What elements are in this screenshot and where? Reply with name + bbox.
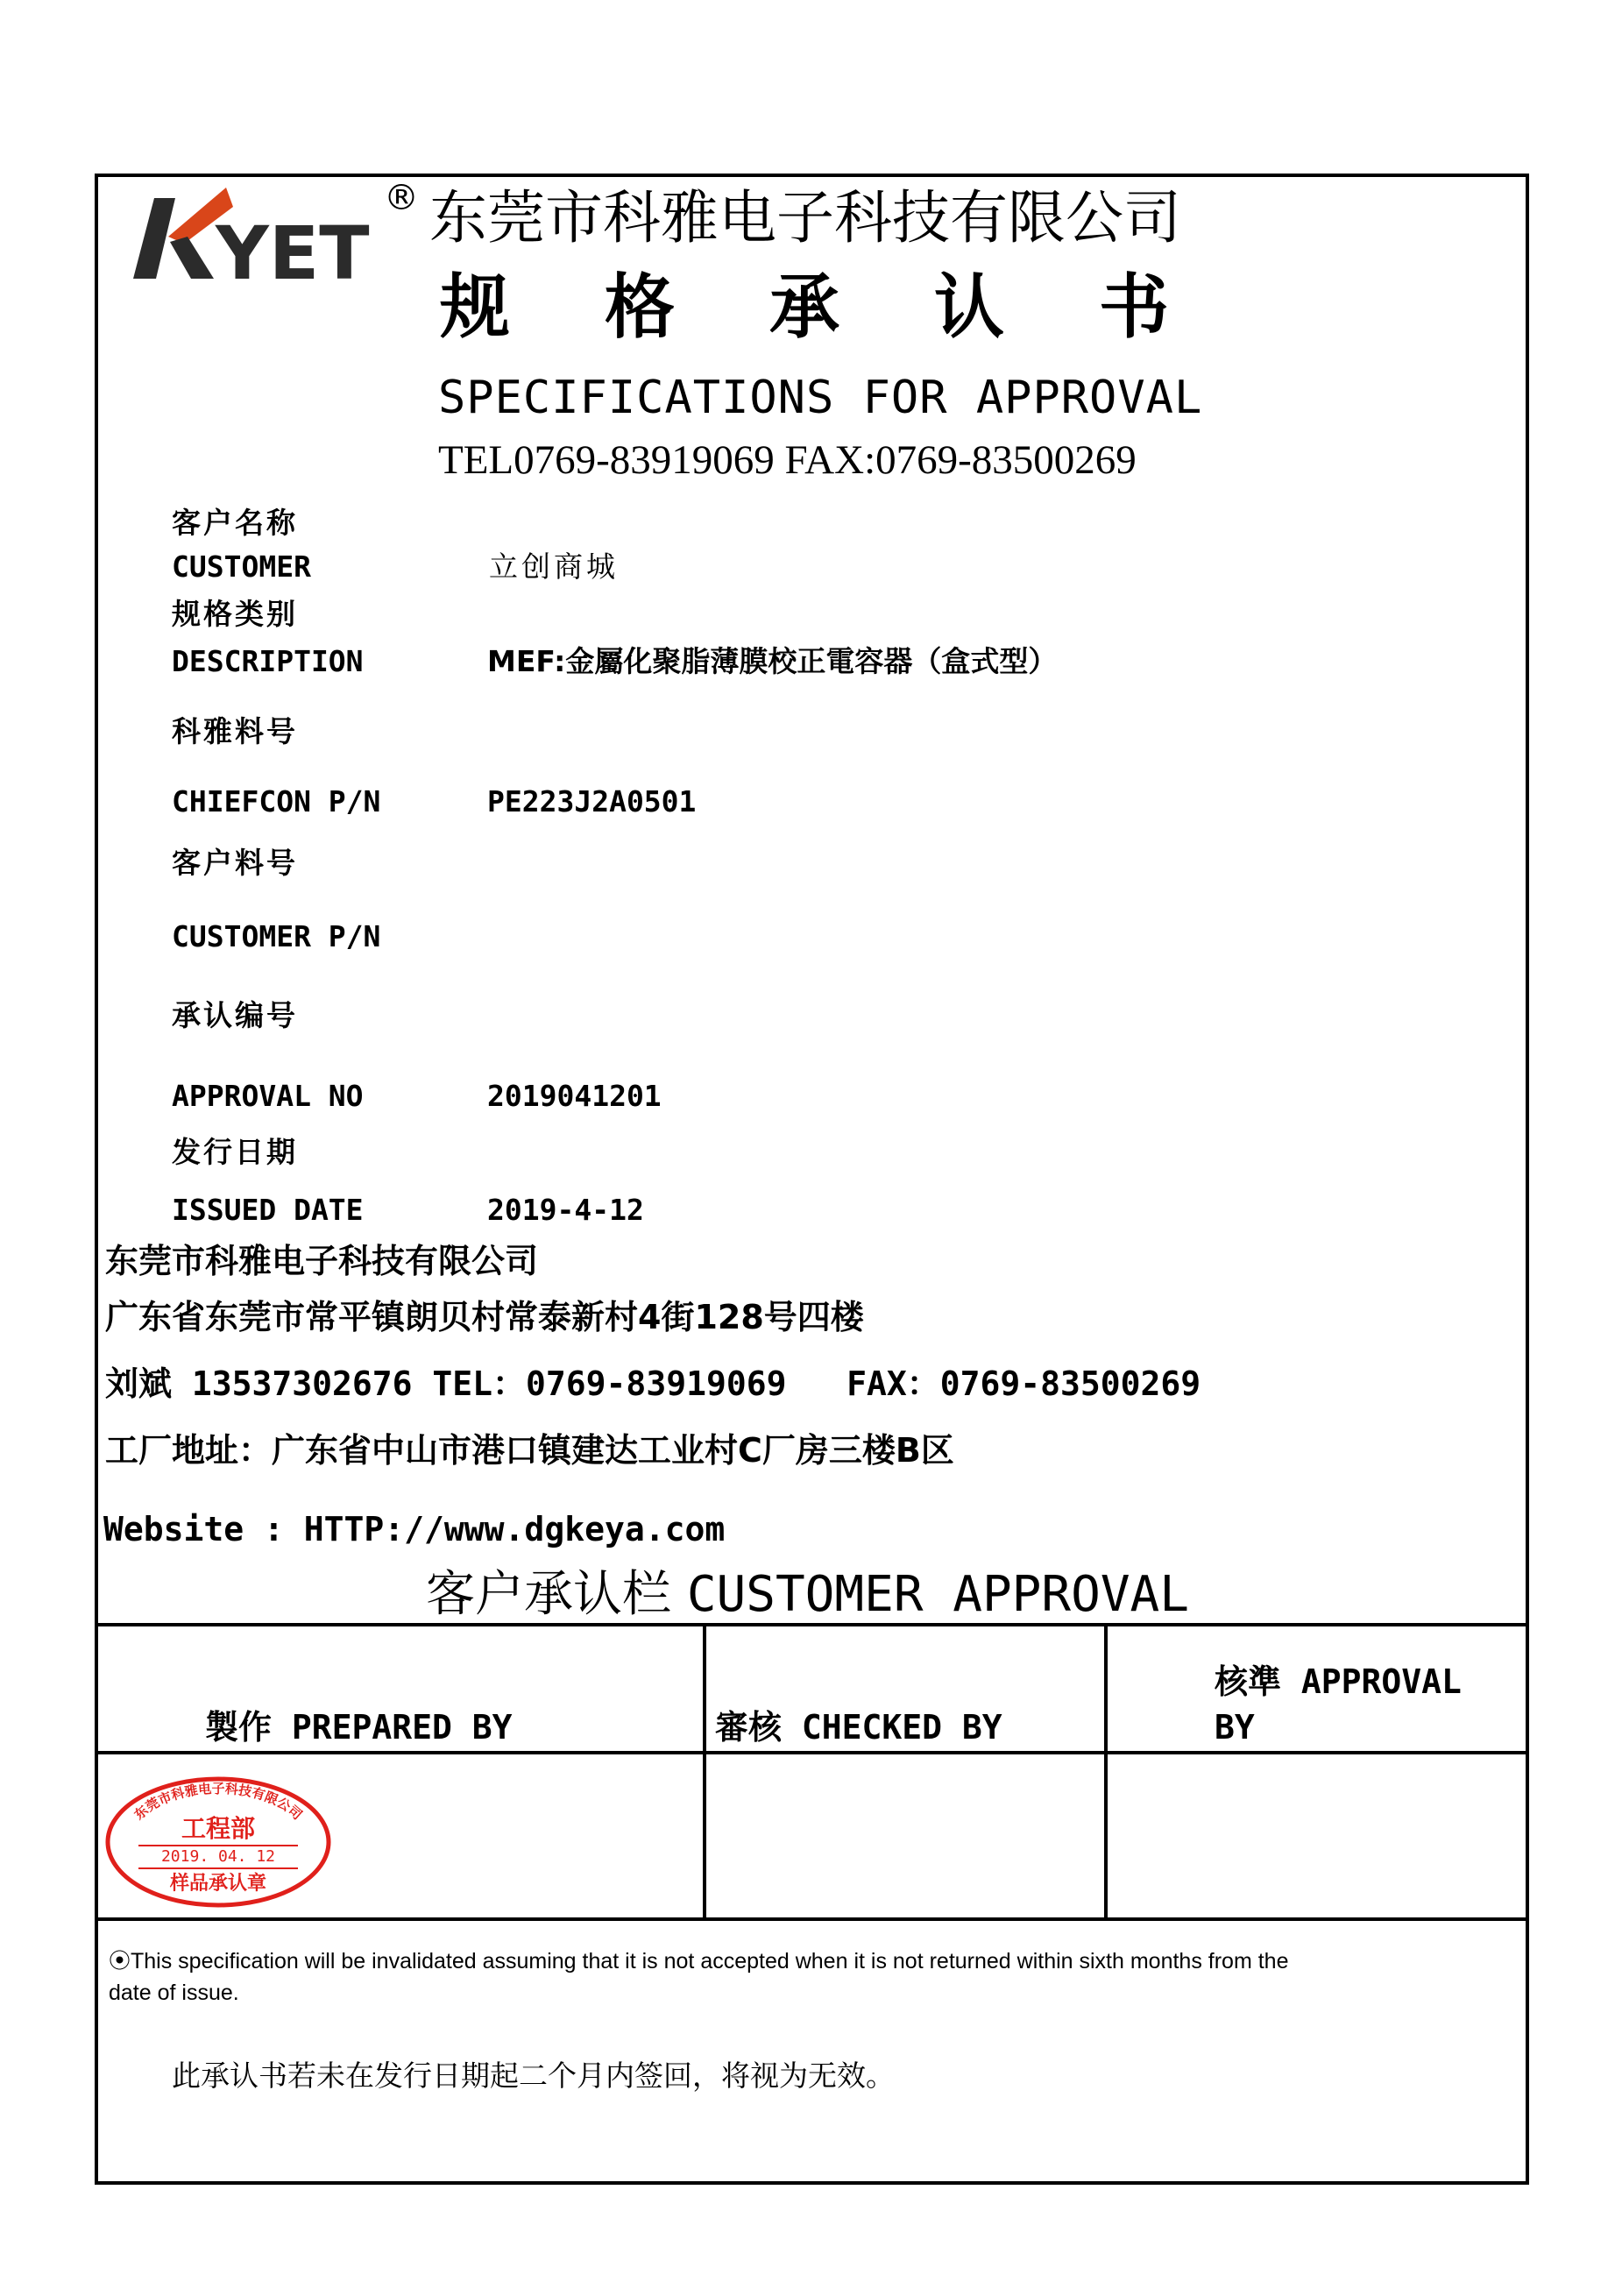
stamp-dept: 工程部: [181, 1814, 256, 1843]
customer-label-en: CUSTOMER: [172, 549, 311, 584]
customer-approval-heading: [426, 1566, 1189, 1623]
prepared-by-header: 製作 PREPARED BY: [205, 1708, 513, 1747]
approval-no-label-cn: 承认编号: [172, 998, 298, 1032]
chiefcon-pn-value: PE223J2A0501: [487, 784, 697, 818]
kyet-logo: [130, 181, 384, 286]
description-label-cn: 规格类别: [172, 597, 298, 631]
approval-heading-en: CUSTOMER APPROVAL: [686, 1566, 1189, 1623]
issued-date-label-en: ISSUED DATE: [172, 1193, 364, 1227]
company-title: 东莞市科雅电子科技有限公司: [429, 184, 1181, 252]
approval-no-value: 2019041201: [487, 1079, 662, 1113]
approval-no-label-en: APPROVAL NO: [172, 1079, 364, 1113]
table-divider-1: [703, 1623, 706, 1921]
chiefcon-pn-label-cn: 科雅料号: [172, 714, 298, 748]
chiefcon-pn-label-en: CHIEFCON P/N: [172, 784, 381, 818]
validity-note-cn: 此承认书若未在发行日期起二个月内签回，将视为无效。: [172, 2059, 895, 2093]
contact-address: 广东省东莞市常平镇朗贝村常泰新村4街128号四楼: [105, 1298, 864, 1336]
table-bottom-line: [95, 1917, 1529, 1921]
contact-phone-line: 刘斌 13537302676 TEL：0769-83919069 FAX：0769-83500269: [105, 1364, 1201, 1403]
registered-mark: ®: [384, 178, 419, 218]
approval-heading-cn: 客户承认栏: [426, 1566, 671, 1623]
approval-by-header-line1: 核準 APPROVAL: [1215, 1662, 1462, 1701]
table-header-line: [95, 1751, 1529, 1754]
stamp-label: 样品承认章: [169, 1873, 267, 1895]
stamp-date: 2019. 04. 12: [160, 1847, 276, 1866]
stamp-ring-text: 东莞市科雅电子科技有限公司: [131, 1781, 306, 1824]
customer-label-cn: 客户名称: [172, 506, 298, 540]
svg-text:YET: YET: [216, 210, 370, 286]
engineering-approval-stamp: [103, 1772, 333, 1909]
approval-by-header-line2: BY: [1215, 1708, 1255, 1747]
checked-by-header: 審核 CHECKED BY: [715, 1708, 1002, 1747]
tel-fax: TEL0769-83919069 FAX:0769-83500269: [438, 437, 1137, 483]
customer-value: 立创商城: [489, 549, 619, 584]
website-link[interactable]: Website : HTTP://www.dgkeya.com: [103, 1510, 726, 1548]
table-top-line: [95, 1623, 1529, 1626]
table-divider-2: [1104, 1623, 1108, 1921]
customer-pn-label-en: CUSTOMER P/N: [172, 919, 381, 953]
factory-address: 工厂地址：广东省中山市港口镇建达工业村C厂房三楼B区: [105, 1431, 954, 1470]
description-label-en: DESCRIPTION: [172, 644, 364, 678]
description-value: MEF:金屬化聚脂薄膜校正電容器（盒式型）: [487, 644, 1058, 678]
title-cn: 规格承认书: [440, 266, 1264, 348]
issued-date-label-cn: 发行日期: [172, 1135, 298, 1169]
contact-company: 东莞市科雅电子科技有限公司: [105, 1242, 539, 1280]
title-en: SPECIFICATIONS FOR APPROVAL: [438, 372, 1203, 424]
validity-note-en: ⦿This specification will be invalidated assuming that it is not accepted when it is not returned within sixth months from the date of issue.: [109, 1949, 1289, 2006]
customer-pn-label-cn: 客户料号: [172, 846, 298, 880]
issued-date-value: 2019-4-12: [487, 1193, 644, 1227]
